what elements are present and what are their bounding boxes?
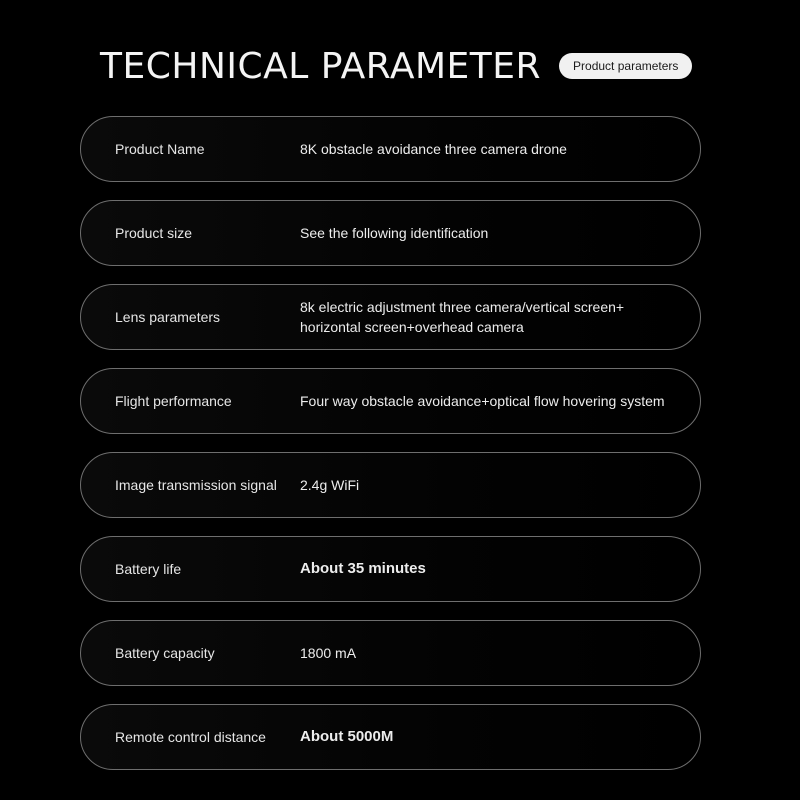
parameter-label: Battery capacity: [115, 645, 215, 661]
header: [100, 40, 700, 92]
parameter-row-product-size: [80, 200, 701, 266]
parameter-label: Battery life: [115, 561, 182, 577]
parameter-label: Product size: [115, 225, 193, 241]
parameter-row-lens-parameters: [80, 284, 701, 350]
parameter-label: Flight performance: [115, 393, 232, 409]
parameter-row-battery-capacity: [80, 620, 701, 686]
parameter-value: About 35 minutes: [300, 560, 426, 577]
page-title: TECHNICAL PARAMETER: [100, 45, 542, 87]
parameter-value: Four way obstacle avoidance+optical flow hovering system: [300, 393, 665, 409]
parameter-value: See the following identification: [300, 225, 489, 241]
parameter-value: 2.4g WiFi: [300, 477, 360, 493]
parameter-value: 1800 mA: [300, 645, 357, 661]
parameter-label: Remote control distance: [115, 729, 266, 745]
parameter-row-remote-control-distance: [80, 704, 701, 770]
parameter-label: Lens parameters: [115, 309, 221, 325]
parameter-value: 8k electric adjustment three camera/vertical screen+ horizontal screen+overhead camera: [300, 299, 625, 335]
parameter-value: About 5000M: [300, 728, 394, 745]
parameter-list: [80, 116, 701, 788]
parameter-row-image-transmission: [80, 452, 701, 518]
parameter-value: 8K obstacle avoidance three camera drone: [300, 141, 567, 157]
parameter-label: Product Name: [115, 141, 205, 157]
parameter-row-product-name: [80, 116, 701, 182]
parameter-row-flight-performance: [80, 368, 701, 434]
parameter-label: Image transmission signal: [115, 477, 277, 493]
product-parameters-badge: Product parameters: [559, 53, 692, 79]
parameter-row-battery-life: [80, 536, 701, 602]
